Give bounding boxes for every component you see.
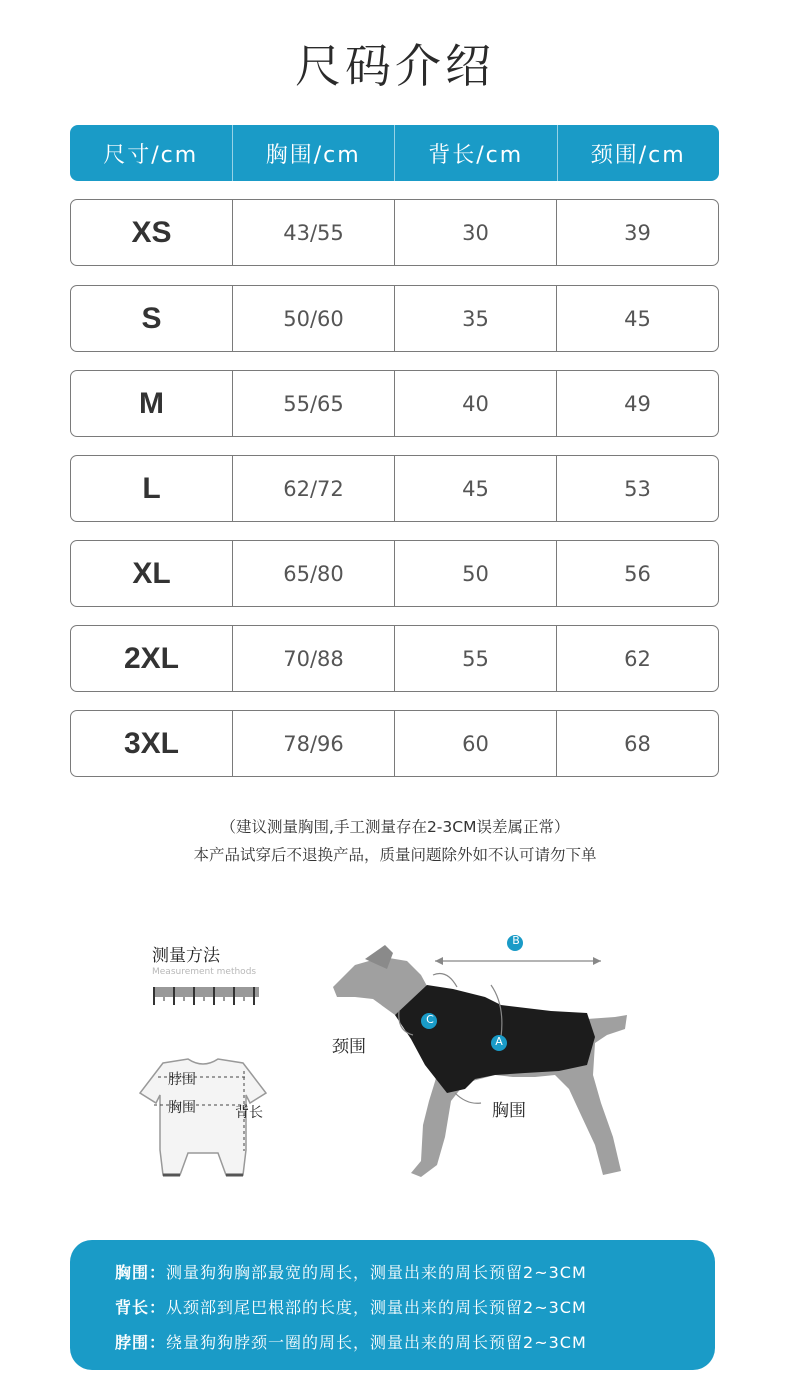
neck-value: 53 bbox=[624, 476, 651, 501]
info-neck-text: 绕量狗狗脖颈一圈的周长，测量出来的周长预留2~3CM bbox=[166, 1333, 587, 1352]
shirt-neck-label: 脖围 bbox=[168, 1072, 196, 1088]
info-neck-key: 脖围： bbox=[115, 1333, 167, 1352]
info-chest-line bbox=[115, 1260, 587, 1283]
table-row bbox=[70, 370, 719, 437]
size-label: 2XL bbox=[71, 626, 233, 691]
size-table-header bbox=[70, 125, 719, 181]
neck-value: 39 bbox=[624, 220, 651, 245]
measurement-info-box bbox=[70, 1240, 715, 1370]
back-value: 55 bbox=[395, 626, 557, 691]
table-row bbox=[70, 625, 719, 692]
dog-chest-label: 胸围 bbox=[492, 1101, 526, 1121]
shirt-back-label: 背长 bbox=[235, 1105, 263, 1121]
table-row bbox=[70, 199, 719, 266]
page-title: 尺码介绍 bbox=[295, 39, 495, 93]
size-label: XS bbox=[71, 200, 233, 265]
back-value: 30 bbox=[395, 200, 557, 265]
shirt-diagram bbox=[118, 1055, 288, 1195]
marker-a: A bbox=[495, 1035, 503, 1048]
header-neck: 颈围/cm bbox=[590, 142, 686, 168]
shirt-chest-label: 胸围 bbox=[168, 1100, 196, 1116]
size-label: 3XL bbox=[71, 711, 233, 776]
size-label: XL bbox=[71, 541, 233, 606]
chest-value: 65/80 bbox=[233, 541, 395, 606]
return-policy-note: 本产品试穿后不退换产品，质量问题除外如不认可请勿下单 bbox=[193, 846, 597, 864]
chest-value: 70/88 bbox=[233, 626, 395, 691]
info-back-key: 背长： bbox=[115, 1298, 167, 1317]
back-value: 60 bbox=[395, 711, 557, 776]
chest-value: 62/72 bbox=[233, 456, 395, 521]
back-value: 45 bbox=[395, 456, 557, 521]
info-chest-text: 测量狗狗胸部最宽的周长，测量出来的周长预留2~3CM bbox=[166, 1263, 587, 1282]
back-value: 50 bbox=[395, 541, 557, 606]
size-label: L bbox=[71, 456, 233, 521]
chest-value: 55/65 bbox=[233, 371, 395, 436]
table-row bbox=[70, 455, 719, 522]
info-neck-line bbox=[115, 1330, 587, 1353]
table-row bbox=[70, 710, 719, 777]
neck-value: 56 bbox=[624, 561, 651, 586]
size-label: S bbox=[71, 286, 233, 351]
measurement-method-panel bbox=[100, 915, 300, 1025]
neck-value: 62 bbox=[624, 646, 651, 671]
back-value: 35 bbox=[395, 286, 557, 351]
info-chest-key: 胸围： bbox=[115, 1263, 167, 1282]
back-value: 40 bbox=[395, 371, 557, 436]
method-subtitle: Measurement methods bbox=[152, 967, 257, 977]
neck-value: 49 bbox=[624, 391, 651, 416]
neck-value: 68 bbox=[624, 731, 651, 756]
chest-value: 43/55 bbox=[233, 200, 395, 265]
measurement-note: （建议测量胸围,手工测量存在2-3CM误差属正常） bbox=[220, 818, 570, 836]
chest-value: 78/96 bbox=[233, 711, 395, 776]
dog-diagram bbox=[325, 925, 645, 1185]
method-title: 测量方法 bbox=[152, 946, 220, 966]
marker-c: C bbox=[426, 1013, 434, 1026]
header-size: 尺寸/cm bbox=[70, 125, 233, 181]
neck-value: 45 bbox=[624, 306, 651, 331]
size-label: M bbox=[71, 371, 233, 436]
info-back-text: 从颈部到尾巴根部的长度，测量出来的周长预留2~3CM bbox=[166, 1298, 587, 1317]
info-back-line bbox=[115, 1295, 587, 1318]
marker-b: B bbox=[512, 934, 520, 947]
ruler-icon bbox=[152, 985, 262, 1007]
dog-neck-label: 颈围 bbox=[332, 1037, 366, 1057]
header-back-length: 背长/cm bbox=[395, 125, 558, 181]
header-chest: 胸围/cm bbox=[233, 125, 396, 181]
table-row bbox=[70, 540, 719, 607]
chest-value: 50/60 bbox=[233, 286, 395, 351]
table-row bbox=[70, 285, 719, 352]
